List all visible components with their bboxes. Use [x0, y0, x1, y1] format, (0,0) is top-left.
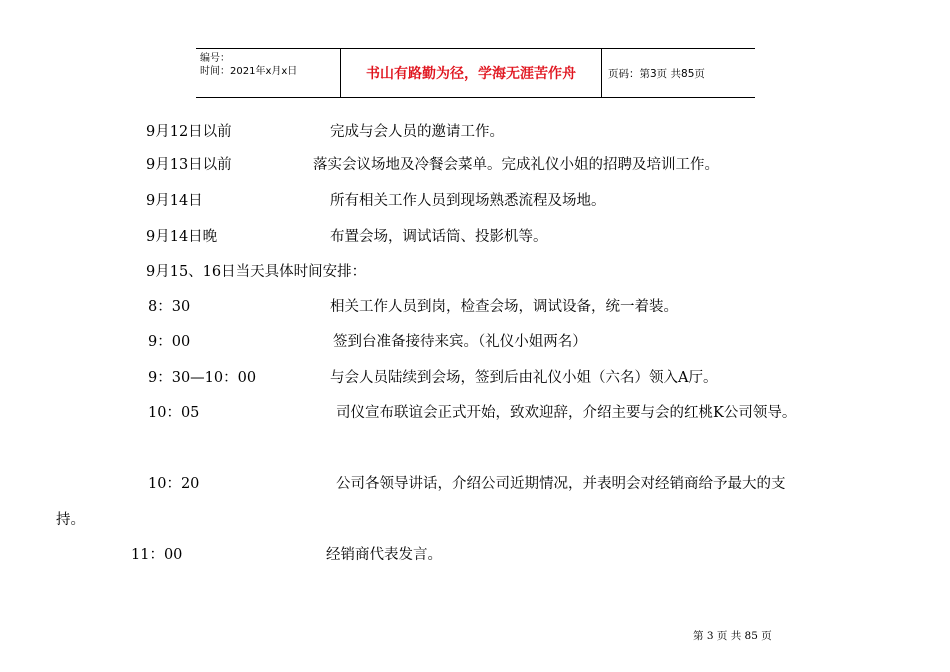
- header-slogan: 书山有路勤为径，学海无涯苦作舟: [340, 49, 602, 97]
- schedule-time: 9：30—10：00: [148, 370, 257, 386]
- schedule-time: 9：00: [148, 334, 191, 350]
- schedule-time: 8：30: [148, 299, 191, 315]
- header-page-label: 页码：第3页 共85页: [608, 67, 705, 80]
- header-meta: [196, 49, 340, 97]
- schedule-time: 9月12日以前: [146, 124, 232, 140]
- schedule-heading: 9月15、16日当天具体时间安排：: [146, 264, 367, 280]
- schedule-desc: 所有相关工作人员到现场熟悉流程及场地。: [330, 193, 606, 209]
- schedule-time: 11：00: [131, 547, 183, 563]
- schedule-desc: 司仪宣布联谊会正式开始，致欢迎辞，介绍主要与会的红桃K公司领导。: [336, 405, 797, 421]
- schedule-desc: 签到台准备接待来宾。（礼仪小姐两名）: [333, 334, 587, 350]
- schedule-desc: 落实会议场地及冷餐会菜单。完成礼仪小姐的招聘及培训工作。: [313, 157, 719, 173]
- schedule-time: 9月14日: [146, 193, 203, 209]
- schedule-desc: 布置会场，调试话筒、投影机等。: [330, 229, 548, 245]
- schedule-time: 9月14日晚: [146, 229, 218, 245]
- schedule-time: 9月13日以前: [146, 157, 232, 173]
- page-footer: 第 3 页 共 85 页: [693, 630, 772, 642]
- schedule-desc: 公司各领导讲话，介绍公司近期情况，并表明会对经销商给予最大的支: [336, 476, 786, 492]
- header-time-label: 时间：2021年x月x日: [200, 66, 298, 77]
- schedule-desc: 完成与会人员的邀请工作。: [330, 124, 504, 140]
- schedule-desc-continuation: 持。: [56, 512, 85, 528]
- schedule-desc: 与会人员陆续到会场，签到后由礼仪小姐（六名）领入A厅。: [330, 370, 718, 386]
- schedule-time: 10：20: [148, 476, 200, 492]
- schedule-time: 10：05: [148, 405, 200, 421]
- schedule-desc: 经销商代表发言。: [326, 547, 442, 563]
- schedule-desc: 相关工作人员到岗，检查会场，调试设备，统一着装。: [330, 299, 678, 315]
- header-number-label: 编号：: [200, 53, 230, 64]
- page-header: [196, 48, 755, 98]
